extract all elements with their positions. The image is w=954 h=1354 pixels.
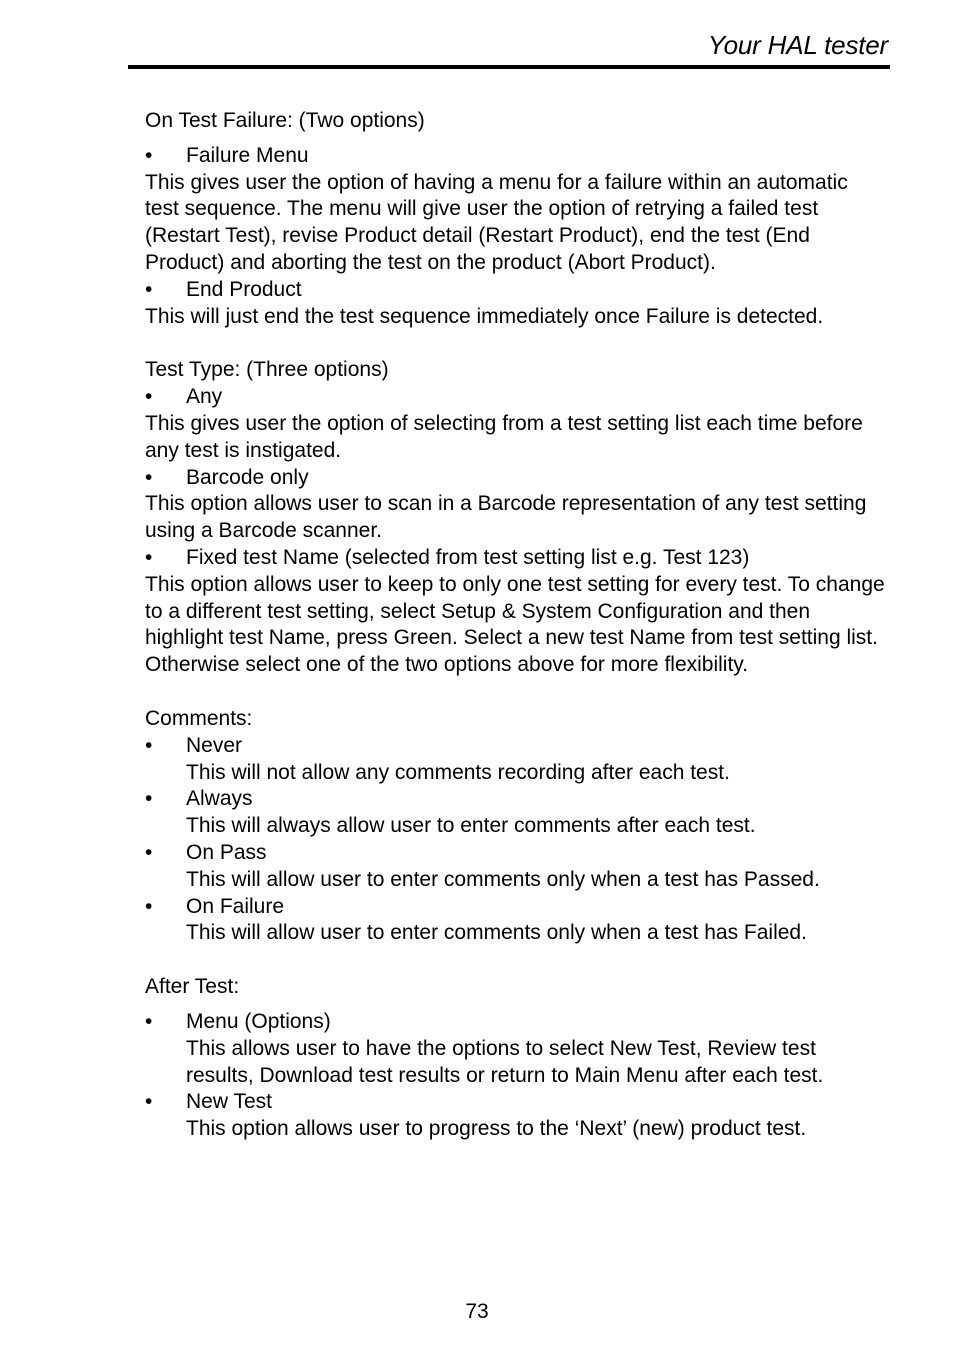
list-item-label: Any: [186, 385, 223, 409]
list-item-note: Otherwise select one of the two options above for more flexibility.: [145, 653, 749, 677]
header-rule: [128, 65, 890, 69]
page-number: 73: [465, 1300, 489, 1323]
page-content: [145, 108, 885, 1143]
list-item-label: Failure Menu: [186, 143, 309, 167]
bullet-icon: •: [145, 787, 153, 811]
bullet-icon: •: [145, 545, 153, 569]
list-item-label: On Pass: [186, 840, 267, 864]
bullet-icon: •: [145, 894, 153, 918]
list-item-label: End Product: [186, 277, 302, 301]
list-item-label: Fixed test Name (selected from test setting list e.g. Test 123): [186, 545, 750, 569]
section-heading-note: (Three options): [240, 358, 389, 382]
list-item-description: This allows user to have the options to select New Test, Review test results, Download test results or return to Main Menu after each test.: [186, 1036, 824, 1087]
list-item: [145, 277, 885, 304]
section-heading-term: After Test:: [145, 975, 240, 999]
list-item-description: This gives user the option of selecting from a test setting list each time before any test is instigated.: [145, 411, 863, 462]
list-item-description: This will just end the test sequence immediately once Failure is detected.: [145, 304, 824, 328]
list-item: [145, 384, 885, 411]
section-heading: [145, 974, 885, 1001]
section-heading: [145, 108, 885, 135]
list-item-label: New Test: [186, 1090, 272, 1114]
bullet-icon: •: [145, 1090, 153, 1114]
page-header-title: Your HAL tester: [707, 30, 888, 60]
list-item-label: Barcode only: [186, 465, 309, 489]
list-item-description: This gives user the option of having a menu for a failure within an automatic test sequence. The menu will give user the option of retrying a failed test (Restart Test), revise Product detail (Restart Product), end the test (End Product) and aborting the test on the product (Abort Product).: [145, 170, 848, 274]
section-comments: [145, 706, 885, 947]
list-item-description: This will allow user to enter comments only when a test has Failed.: [186, 921, 807, 945]
bullet-icon: •: [145, 277, 153, 301]
list-item: [145, 143, 885, 170]
bullet-icon: •: [145, 143, 153, 167]
list-item-description: This will not allow any comments recording after each test.: [186, 760, 730, 784]
list-item: [145, 894, 885, 921]
list-item: [145, 545, 885, 572]
list-item: [145, 786, 885, 813]
list-item: [145, 840, 885, 867]
list-item-description: This will allow user to enter comments only when a test has Passed.: [186, 867, 820, 891]
section-heading: [145, 706, 885, 733]
section-heading: [145, 357, 885, 384]
section-heading-term: Comments: [145, 706, 247, 730]
bullet-icon: •: [145, 465, 153, 489]
section-heading-term: On Test Failure:: [145, 109, 293, 132]
list-item-description: This option allows user to scan in a Barcode representation of any test setting using a Barcode scanner.: [145, 492, 867, 543]
list-item: [145, 1089, 885, 1116]
bullet-icon: •: [145, 733, 153, 757]
section-heading-note: (Two options): [292, 109, 425, 132]
bullet-icon: •: [145, 1009, 153, 1033]
list-item-label: Always: [186, 787, 253, 811]
list-item-description: This will always allow user to enter comments after each test.: [186, 814, 756, 838]
list-item: [145, 465, 885, 492]
list-item-label: Never: [186, 733, 243, 757]
bullet-icon: •: [145, 840, 153, 864]
section-on-test-failure: [145, 108, 885, 330]
list-item-description: This option allows user to progress to the ‘Next’ (new) product test.: [186, 1117, 807, 1141]
list-item: [145, 1009, 885, 1036]
list-item-description: This option allows user to keep to only one test setting for every test. To change to a different test setting, select Setup & System Configuration and then highlight test Name, press Green. Select a new test Name from test setting list.: [145, 572, 885, 650]
list-item-label: On Failure: [186, 894, 285, 918]
list-item: [145, 733, 885, 760]
bullet-icon: •: [145, 385, 153, 409]
section-heading-term: Test Type:: [145, 358, 241, 382]
section-heading-note: :: [246, 706, 253, 730]
section-test-type: [145, 357, 885, 679]
list-item-label: Menu (Options): [186, 1009, 331, 1033]
section-after-test: [145, 974, 885, 1143]
